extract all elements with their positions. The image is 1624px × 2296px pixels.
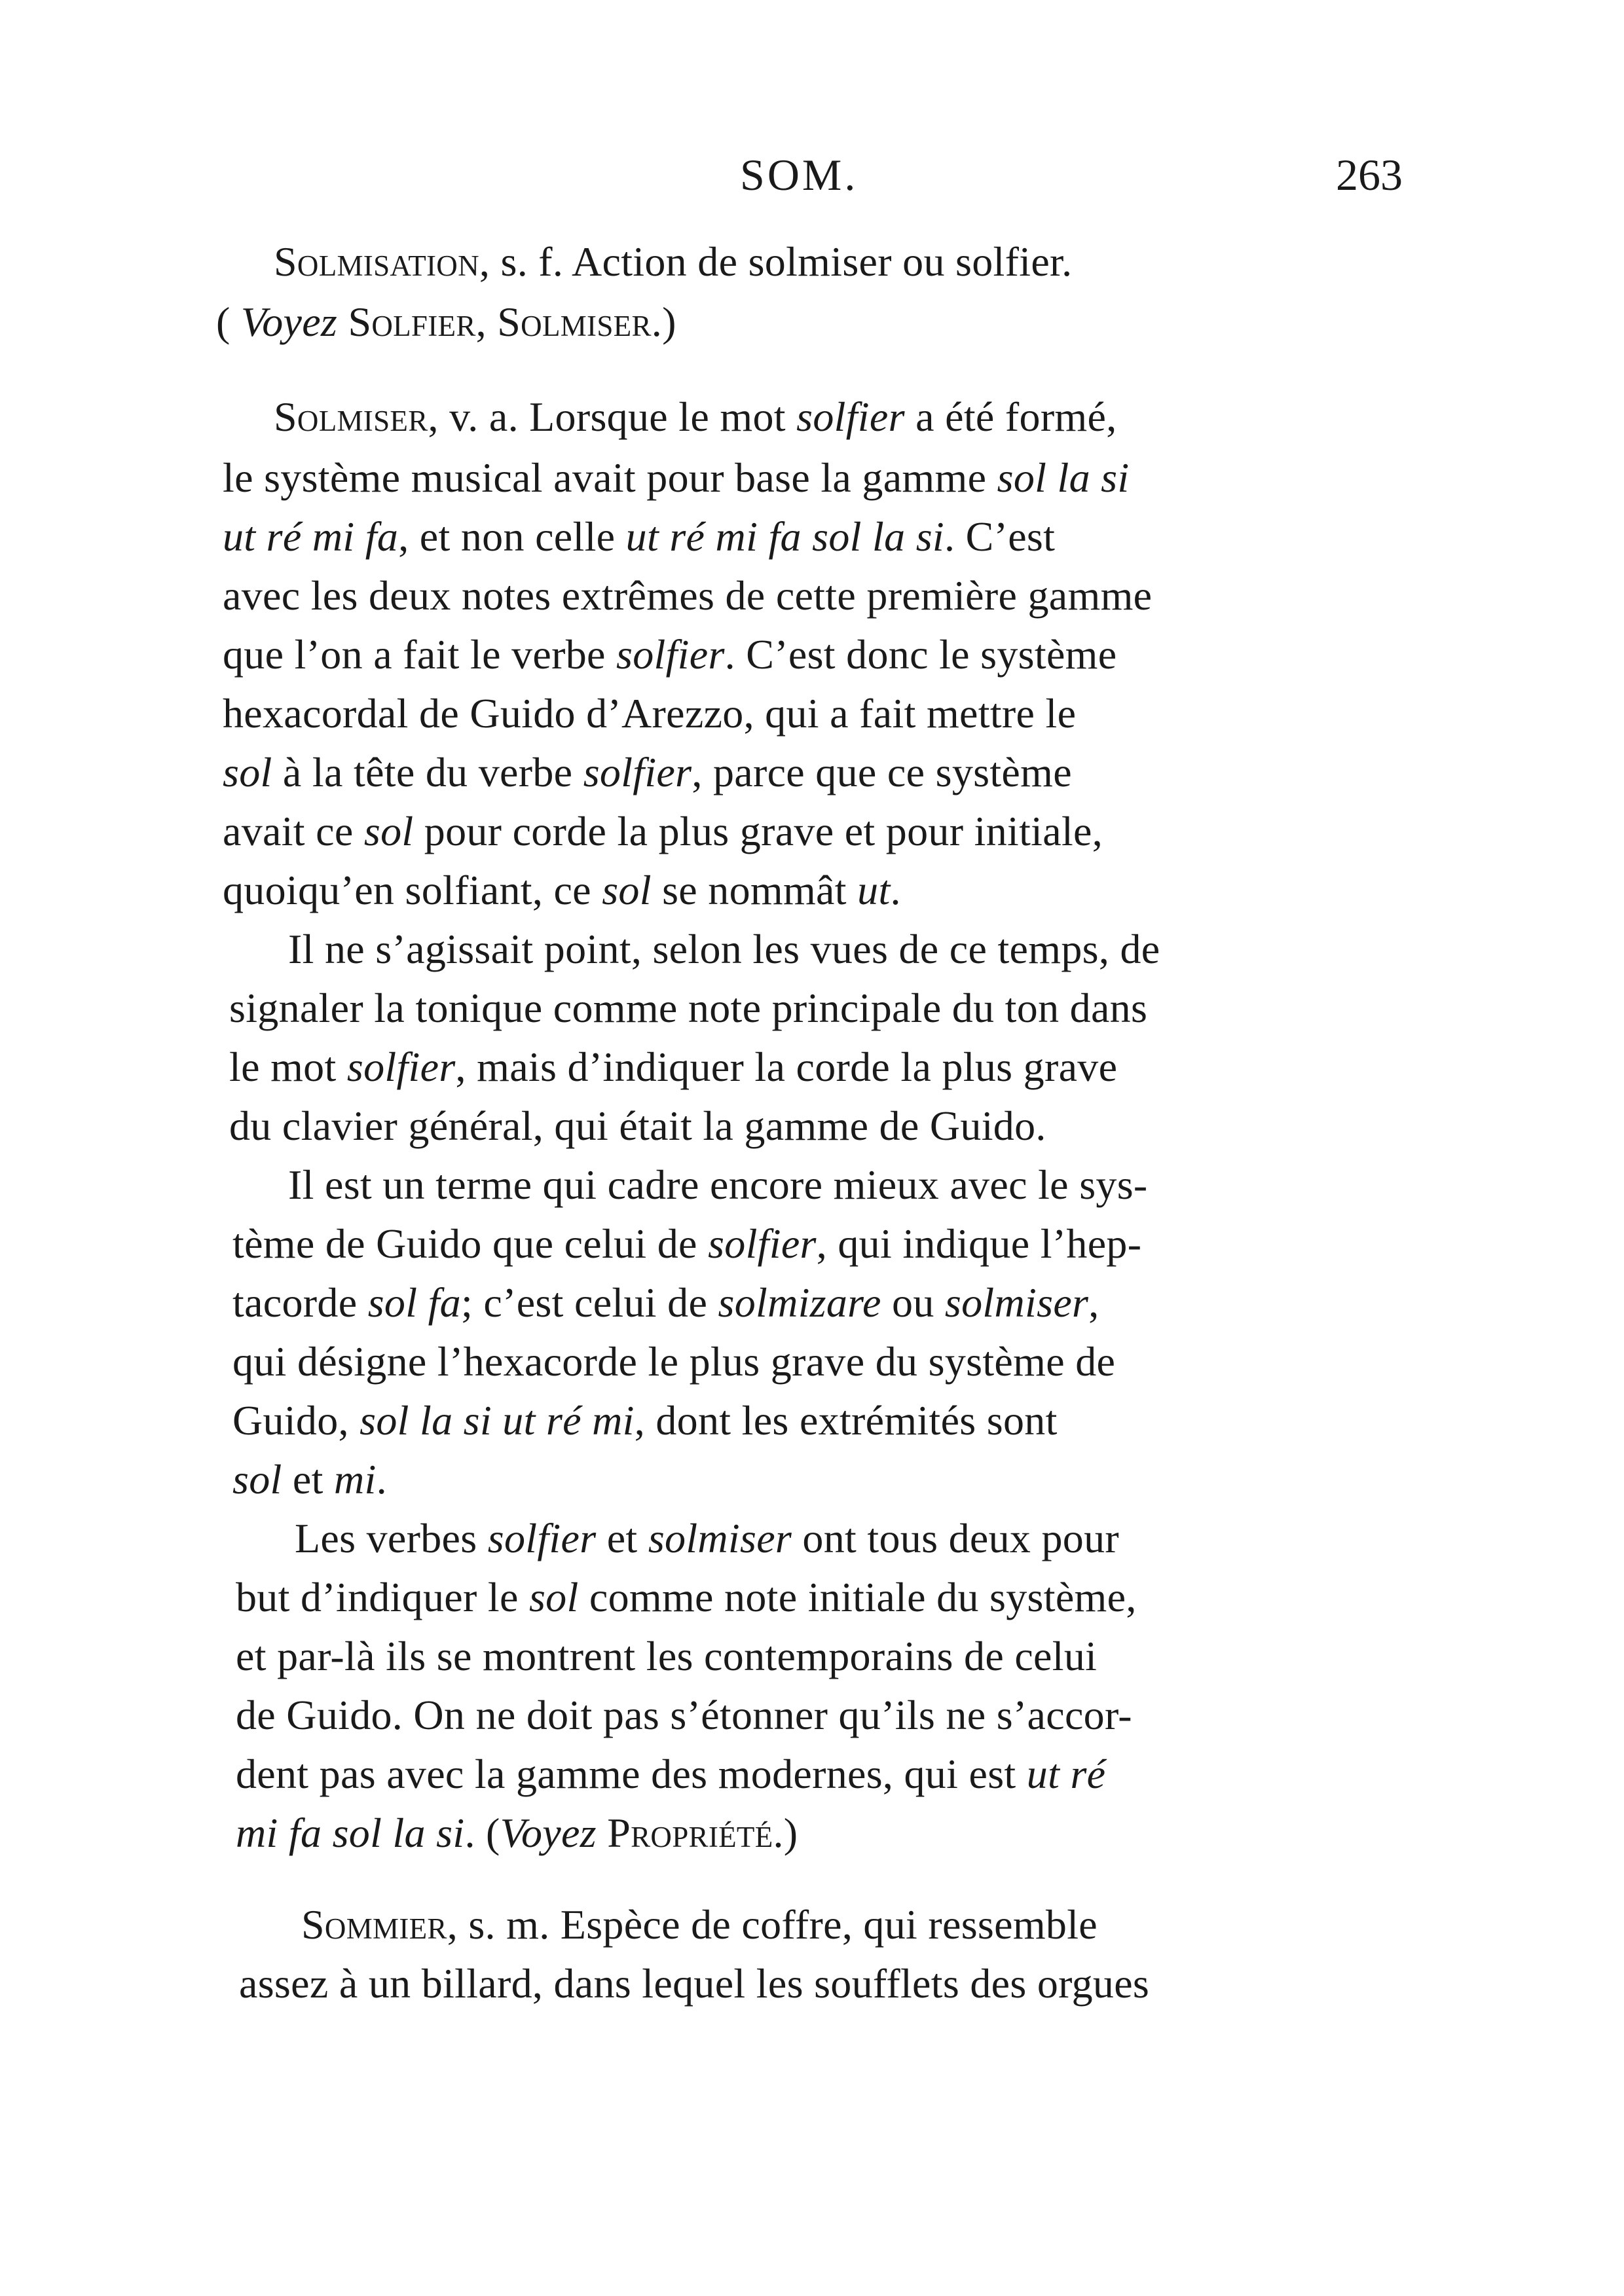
text-line: Solmiser, v. a. Lorsque le mot solfier a été formé, xyxy=(274,393,1117,440)
text-line: dent pas avec la gamme des modernes, qui est ut ré xyxy=(236,1751,1106,1797)
text-line: le système musical avait pour base la gamme sol la si xyxy=(223,454,1130,501)
text-line: qui désigne l’hexacorde le plus grave du système de xyxy=(232,1338,1116,1385)
text-line: mi fa sol la si. (Voyez Propriété.) xyxy=(236,1810,798,1856)
text-line: Il est un terme qui cadre encore mieux avec le sys- xyxy=(288,1161,1148,1208)
text-line: Sommier, s. m. Espèce de coffre, qui ressemble xyxy=(301,1901,1098,1948)
text-line: avec les deux notes extrêmes de cette première gamme xyxy=(223,572,1153,619)
text-line: signaler la tonique comme note principale du ton dans xyxy=(229,985,1148,1031)
text-line: sol à la tête du verbe solfier, parce que ce système xyxy=(223,749,1072,795)
text-line: que l’on a fait le verbe solfier. C’est donc le système xyxy=(223,631,1117,678)
text-line: Il ne s’agissait point, selon les vues de ce temps, de xyxy=(288,926,1160,972)
text-line: hexacordal de Guido d’Arezzo, qui a fait mettre le xyxy=(223,690,1077,737)
text-line: Les verbes solfier et solmiser ont tous deux pour xyxy=(295,1515,1120,1561)
text-line: avait ce sol pour corde la plus grave et pour initiale, xyxy=(223,808,1103,854)
text-line: quoiqu’en solfiant, ce sol se nommât ut. xyxy=(223,867,901,913)
text-line: but d’indiquer le sol comme note initiale du système, xyxy=(236,1574,1137,1620)
text-line: tème de Guido que celui de solfier, qui indique l’hep- xyxy=(232,1220,1142,1267)
page-number: 263 xyxy=(1336,150,1403,200)
text-line: sol et mi. xyxy=(232,1456,387,1503)
text-line: tacorde sol fa; c’est celui de solmizare ou solmiser, xyxy=(232,1279,1099,1326)
text-line: et par-là ils se montrent les contemporains de celui xyxy=(236,1633,1098,1679)
text-line: du clavier général, qui était la gamme de Guido. xyxy=(229,1102,1046,1149)
running-head: SOM. xyxy=(740,150,858,200)
text-line: assez à un billard, dans lequel les soufflets des orgues xyxy=(239,1960,1150,2007)
text-line: ( Voyez Solfier, Solmiser.) xyxy=(216,299,676,345)
text-line: de Guido. On ne doit pas s’étonner qu’ils ne s’accor- xyxy=(236,1692,1132,1738)
text-line: ut ré mi fa, et non celle ut ré mi fa sol la si. C’est xyxy=(223,513,1056,560)
text-line: Solmisation, s. f. Action de solmiser ou solfier. xyxy=(274,238,1073,285)
text-line: le mot solfier, mais d’indiquer la corde la plus grave xyxy=(229,1044,1118,1090)
text-line: Guido, sol la si ut ré mi, dont les extrémités sont xyxy=(232,1397,1058,1444)
